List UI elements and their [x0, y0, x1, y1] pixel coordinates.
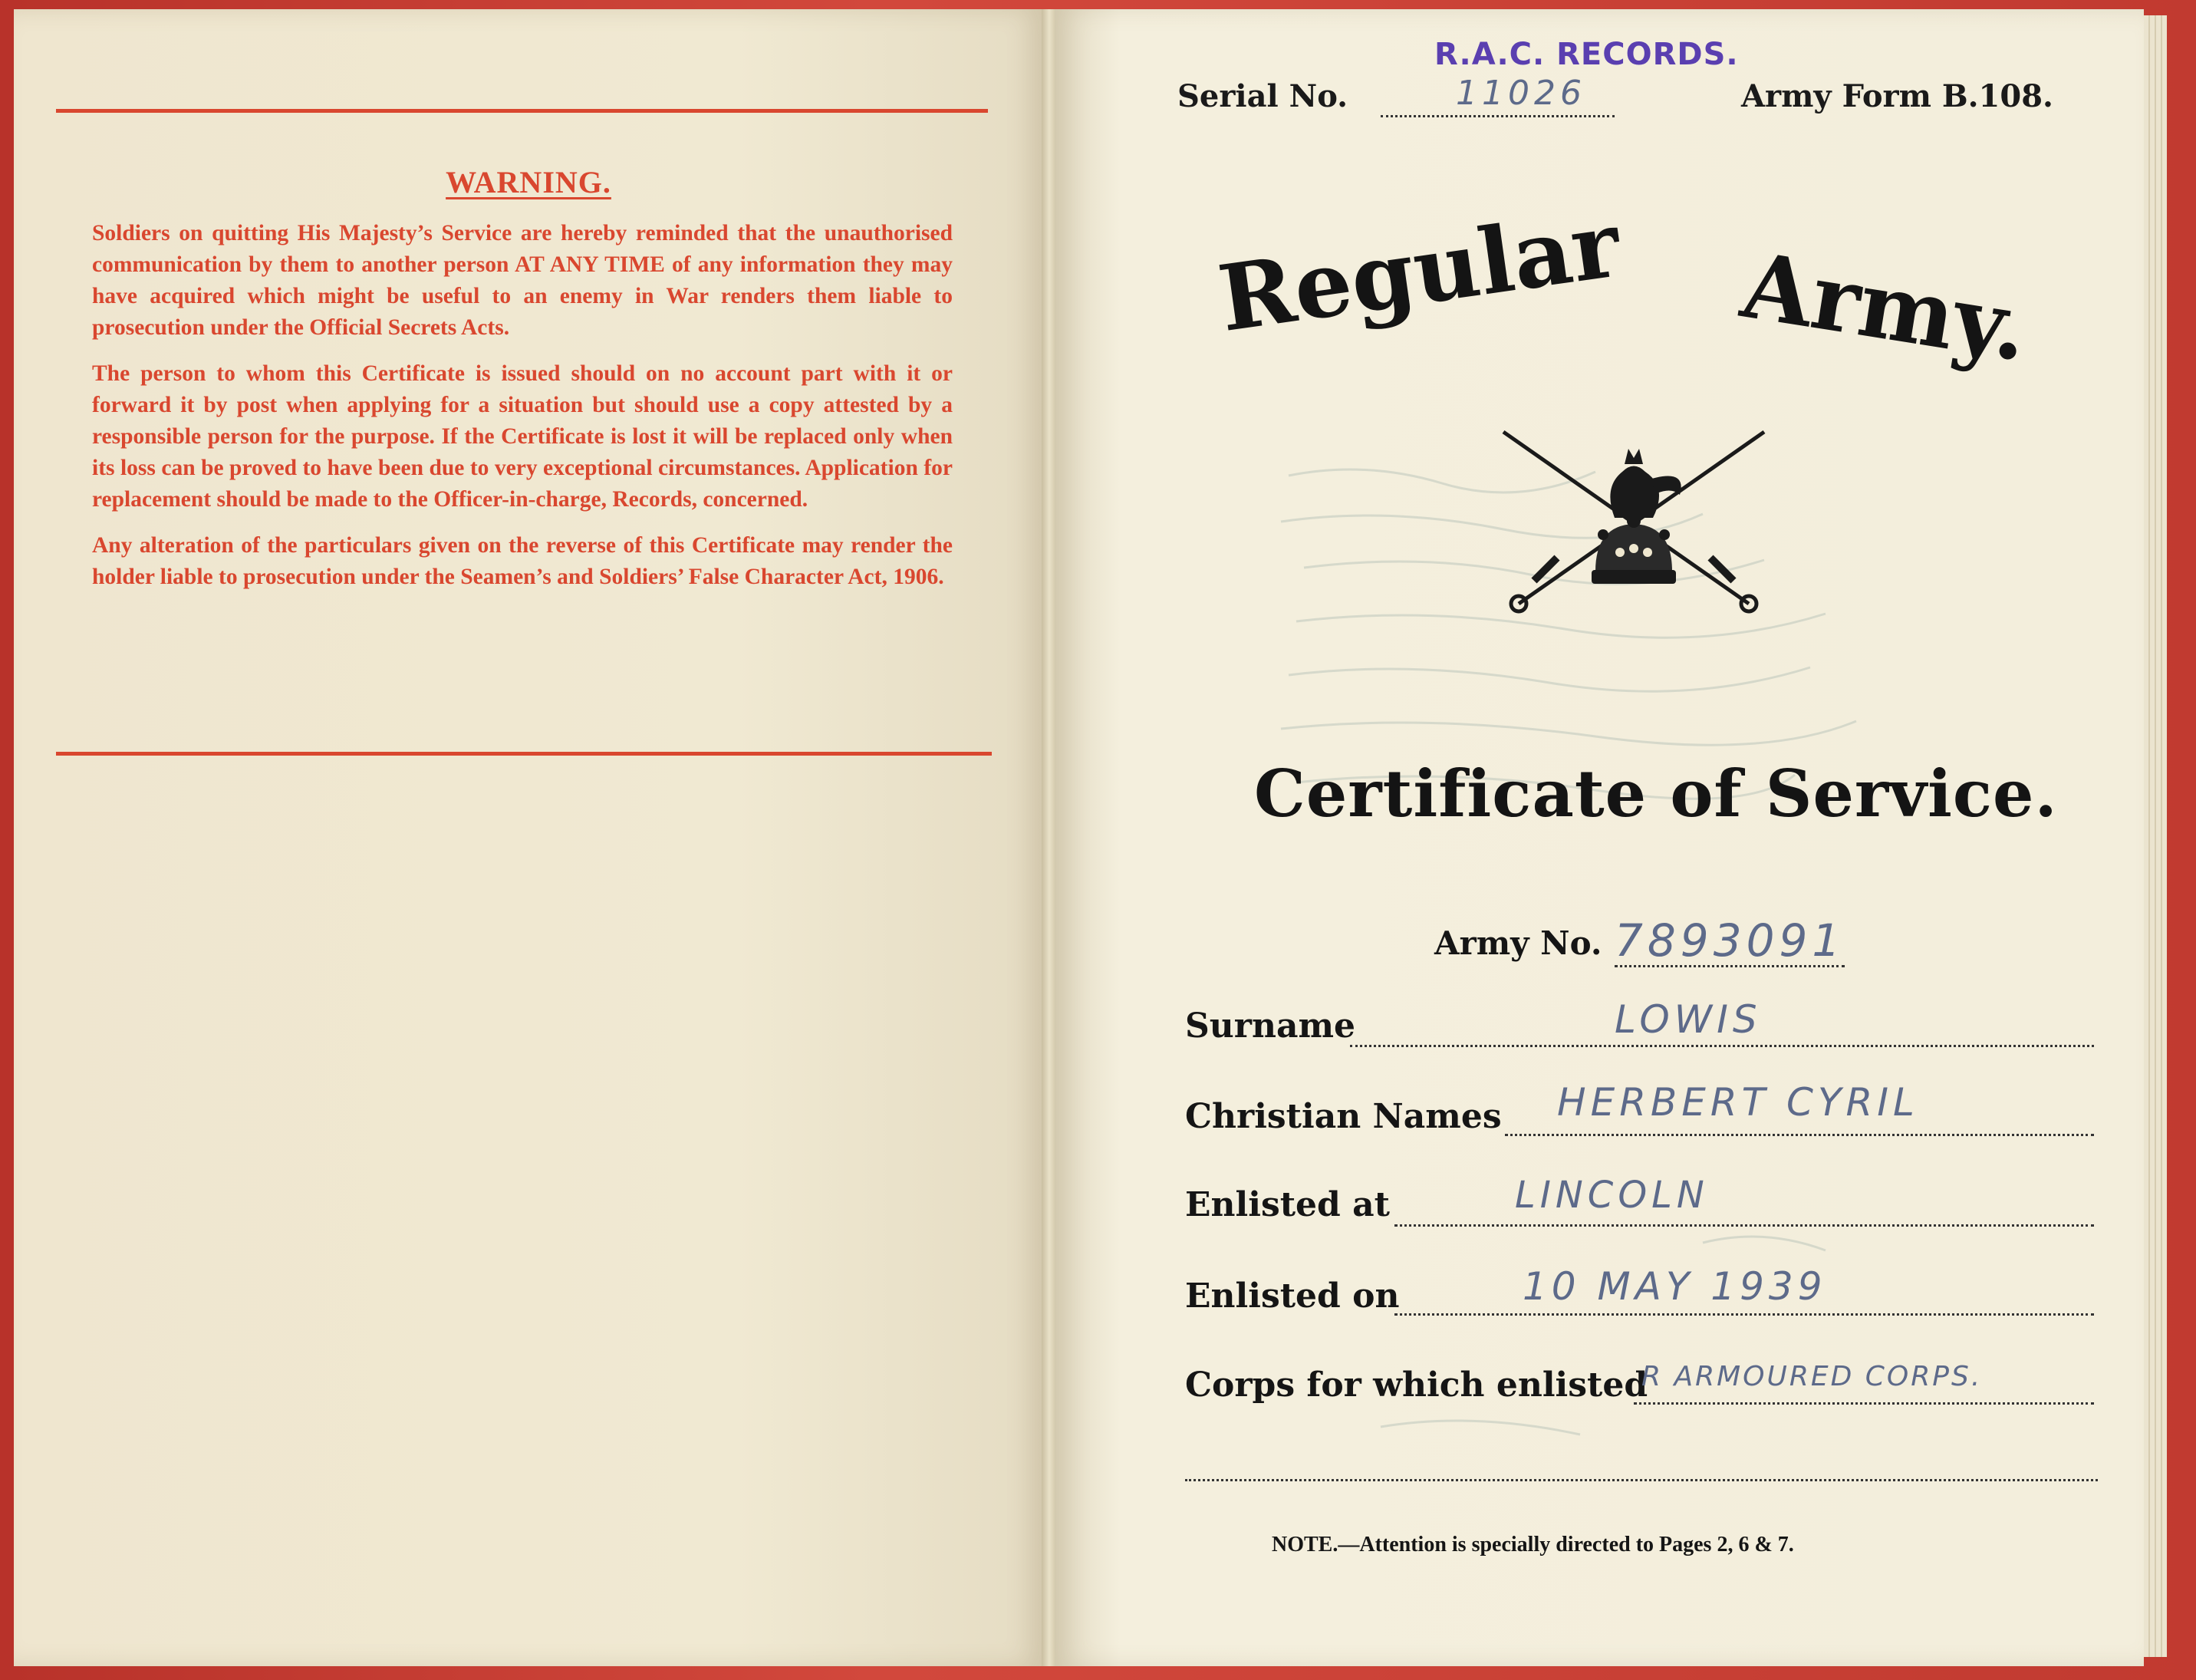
- christian-names-label: Christian Names: [1185, 1097, 1502, 1136]
- surname-label: Surname: [1185, 1006, 1355, 1046]
- christian-names-dotted-line: [1505, 1134, 2094, 1136]
- left-page: [14, 9, 1043, 1666]
- enlisted-at-value: LINCOLN: [1515, 1174, 1709, 1217]
- bottom-rule: [56, 752, 992, 756]
- blank-dotted-line: [1185, 1479, 2098, 1481]
- enlisted-on-value: 10 MAY 1939: [1523, 1264, 1827, 1309]
- serial-dotted-line: [1381, 115, 1615, 117]
- enlisted-on-dotted-line: [1394, 1313, 2094, 1316]
- page-edges: [2144, 15, 2167, 1657]
- serial-value: 11026: [1456, 74, 1586, 113]
- enlisted-at-dotted-line: [1394, 1224, 2094, 1227]
- corps-label: Corps for which enlisted: [1185, 1365, 1648, 1405]
- form-label: Army Form B.108.: [1741, 78, 2053, 114]
- army-no-value: 7893091: [1615, 914, 1845, 967]
- title-army: Army.: [1735, 231, 2036, 382]
- warning-paragraph-2: The person to whom this Certificate is issued should on no account part with it or forward it by post when applying for a situation but should use a copy attested by a responsible person for the purpose. If the Certificate is lost it will be replaced only when its loss can be proved to have been due to very exceptional circumstances. Application for replacement should be made to the Officer-in-charge, Records, concerned.: [92, 361, 953, 512]
- corps-value: R ARMOURED CORPS.: [1641, 1361, 1983, 1392]
- note-text: NOTE.—Attention is specially directed to Pages 2, 6 & 7.: [1272, 1533, 1794, 1556]
- corps-dotted-line: [1634, 1402, 2094, 1405]
- enlisted-at-label: Enlisted at: [1185, 1185, 1390, 1224]
- title-regular: Regular: [1212, 190, 1626, 352]
- surname-value: LOWIS: [1615, 997, 1762, 1042]
- warning-paragraph-1: Soldiers on quitting His Majesty’s Service are hereby reminded that the unauthorised communication by them to another person AT ANY TIME of any information they may have acquired which might be useful to an enemy in War renders them liable to prosecution under the Official Secrets Acts.: [92, 221, 953, 340]
- emblem-graphic: [1488, 426, 1780, 625]
- records-stamp: R.A.C. RECORDS.: [1434, 37, 1739, 72]
- christian-names-value: HERBERT CYRIL: [1557, 1080, 1919, 1125]
- certificate-title: Certificate of Service.: [1254, 756, 2058, 832]
- crossed-swords-crown-lion-icon: [1488, 426, 1780, 625]
- serial-label: Serial No.: [1177, 78, 1348, 114]
- surname-dotted-line: [1350, 1045, 2094, 1047]
- top-rule: [56, 109, 988, 113]
- enlisted-on-label: Enlisted on: [1185, 1276, 1400, 1316]
- warning-paragraph-3: Any alteration of the particulars given on the reverse of this Certificate may render the holder liable to prosecution under the Seamen’s and Soldiers’ False Character Act, 1906.: [92, 533, 953, 589]
- warning-title: WARNING.: [446, 165, 611, 199]
- warning-body: [92, 218, 953, 608]
- army-no-label: Army No.: [1434, 924, 1602, 962]
